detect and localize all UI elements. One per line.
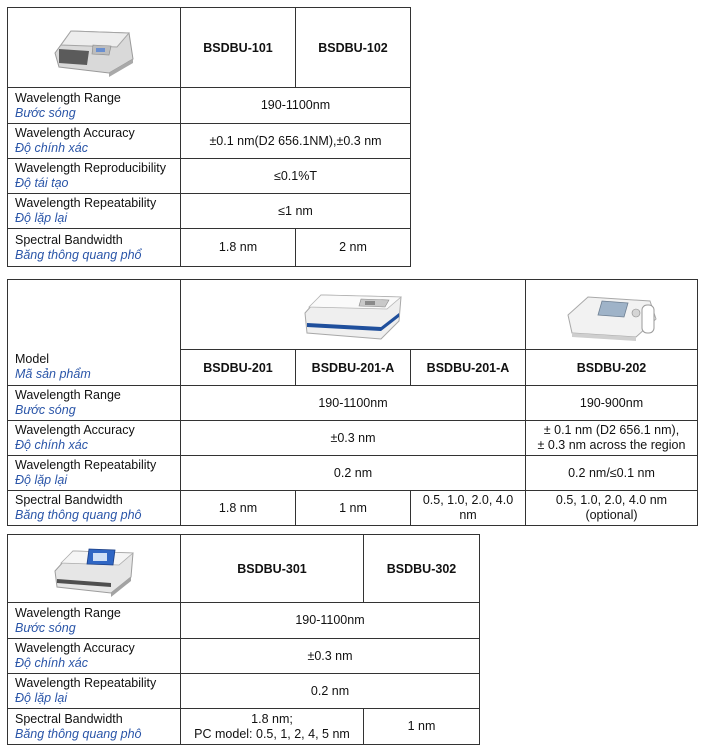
row-label bbox=[8, 603, 181, 639]
model-header: BSDBU-302 bbox=[364, 535, 480, 603]
label-english: Wavelength Range bbox=[15, 388, 121, 402]
value-cell bbox=[526, 491, 698, 526]
row-label bbox=[8, 421, 181, 456]
label-vietnamese: Băng thông quang phô bbox=[15, 508, 142, 522]
product-image-cell bbox=[8, 535, 181, 603]
value-line: 0.5, 1.0, 2.0, 4.0 nm bbox=[555, 493, 668, 507]
table-row bbox=[8, 603, 480, 639]
value-cell: 1.8 nm bbox=[181, 491, 296, 526]
table-row bbox=[8, 456, 698, 491]
table-row bbox=[8, 674, 480, 709]
label-english: Wavelength Repeatability bbox=[15, 196, 157, 210]
value-cell: 0.2 nm bbox=[181, 674, 480, 709]
image-row bbox=[8, 280, 698, 350]
table-row bbox=[8, 88, 411, 124]
label-english: Wavelength Repeatability bbox=[15, 676, 157, 690]
table-row bbox=[8, 386, 698, 421]
model-header: BSDBU-201 bbox=[181, 350, 296, 386]
value-line: ± 0.1 nm (D2 656.1 nm), bbox=[543, 423, 680, 437]
label-english: Spectral Bandwidth bbox=[15, 711, 123, 726]
model-header: BSDBU-201-A bbox=[296, 350, 411, 386]
label-vietnamese: Băng thông quang phổ bbox=[15, 247, 142, 262]
value-line: 0.5, 1.0, 2.0, 4.0 bbox=[422, 493, 514, 507]
value-cell: ±0.1 nm(D2 656.1NM),±0.3 nm bbox=[181, 124, 411, 159]
row-label bbox=[8, 229, 181, 267]
label-vietnamese: Độ lặp lại bbox=[15, 473, 68, 487]
label-english: Wavelength Range bbox=[15, 605, 121, 620]
value-cell bbox=[411, 491, 526, 526]
label-vietnamese: Độ chính xác bbox=[15, 141, 88, 155]
table-row bbox=[8, 194, 411, 229]
spec-table-bsdbu-300-series bbox=[7, 534, 480, 745]
label-vietnamese: Băng thông quang phô bbox=[15, 726, 142, 741]
spectrophotometer-image bbox=[49, 541, 139, 597]
value-cell bbox=[526, 421, 698, 456]
spectrophotometer-image bbox=[49, 19, 139, 77]
value-line: (optional) bbox=[585, 508, 638, 522]
table-row bbox=[8, 709, 480, 745]
model-header: BSDBU-301 bbox=[181, 535, 364, 603]
model-header: BSDBU-201-A bbox=[411, 350, 526, 386]
table-row bbox=[8, 421, 698, 456]
label-english: Wavelength Accuracy bbox=[15, 126, 135, 140]
value-cell: 1 nm bbox=[364, 709, 480, 745]
value-cell: 1 nm bbox=[296, 491, 411, 526]
row-label bbox=[8, 386, 181, 421]
value-cell: 190-1100nm bbox=[181, 88, 411, 124]
spec-table-bsdbu-100-series bbox=[7, 7, 411, 267]
value-cell bbox=[181, 709, 364, 745]
value-cell: 1.8 nm bbox=[181, 229, 296, 267]
label-english: Spectral Bandwidth bbox=[15, 493, 123, 507]
label-english: Wavelength Reproducibility bbox=[15, 161, 167, 175]
table-row bbox=[8, 229, 411, 267]
label-english: Wavelength Accuracy bbox=[15, 641, 135, 655]
row-label bbox=[8, 674, 181, 709]
label-english: Spectral Bandwidth bbox=[15, 232, 123, 247]
row-label bbox=[8, 124, 181, 159]
model-label bbox=[8, 280, 181, 386]
product-image-cell bbox=[526, 280, 698, 350]
value-cell: ≤0.1%T bbox=[181, 159, 411, 194]
label-english: Wavelength Accuracy bbox=[15, 423, 135, 437]
table-row bbox=[8, 159, 411, 194]
label-english: Wavelength Range bbox=[15, 90, 121, 105]
table-header-row bbox=[8, 535, 480, 603]
value-cell: 0.2 nm/≤0.1 nm bbox=[526, 456, 698, 491]
table-header-row bbox=[8, 8, 411, 88]
product-image-cell bbox=[8, 8, 181, 88]
value-cell: 2 nm bbox=[296, 229, 411, 267]
spec-table-bsdbu-200-series bbox=[7, 279, 698, 526]
label-vietnamese: Bước sóng bbox=[15, 403, 76, 417]
product-image-cell bbox=[181, 280, 526, 350]
row-label bbox=[8, 491, 181, 526]
value-line: 1.8 nm; bbox=[251, 711, 293, 726]
value-cell: 190-900nm bbox=[526, 386, 698, 421]
spectrophotometer-image bbox=[562, 287, 662, 343]
label-vietnamese: Bước sóng bbox=[15, 620, 76, 635]
value-cell: ±0.3 nm bbox=[181, 639, 480, 674]
row-label bbox=[8, 456, 181, 491]
label-vietnamese: Bước sóng bbox=[15, 105, 76, 120]
label-vietnamese: Độ lặp lại bbox=[15, 691, 68, 705]
row-label bbox=[8, 194, 181, 229]
label-vietnamese: Độ chính xác bbox=[15, 438, 88, 452]
value-line: nm bbox=[459, 508, 477, 522]
label-vietnamese: Độ lặp lại bbox=[15, 211, 68, 225]
row-label bbox=[8, 88, 181, 124]
label-vietnamese: Độ chính xác bbox=[15, 656, 88, 670]
label-english: Model bbox=[15, 352, 50, 366]
value-line: ± 0.3 nm across the region bbox=[537, 438, 686, 452]
row-label bbox=[8, 159, 181, 194]
model-header: BSDBU-102 bbox=[296, 8, 411, 88]
model-header: BSDBU-101 bbox=[181, 8, 296, 88]
label-vietnamese: Độ tái tạo bbox=[15, 176, 69, 190]
table-row bbox=[8, 639, 480, 674]
value-cell: 0.2 nm bbox=[181, 456, 526, 491]
value-cell: 190-1100nm bbox=[181, 603, 480, 639]
table-row bbox=[8, 491, 698, 526]
row-label bbox=[8, 639, 181, 674]
row-label bbox=[8, 709, 181, 745]
value-cell: ±0.3 nm bbox=[181, 421, 526, 456]
label-vietnamese: Mã sản phẩm bbox=[15, 367, 91, 381]
label-english: Wavelength Repeatability bbox=[15, 458, 157, 472]
table-row bbox=[8, 124, 411, 159]
value-cell: 190-1100nm bbox=[181, 386, 526, 421]
value-line: PC model: 0.5, 1, 2, 4, 5 nm bbox=[194, 726, 350, 741]
value-cell: ≤1 nm bbox=[181, 194, 411, 229]
spectrophotometer-image bbox=[301, 287, 405, 343]
model-header: BSDBU-202 bbox=[526, 350, 698, 386]
